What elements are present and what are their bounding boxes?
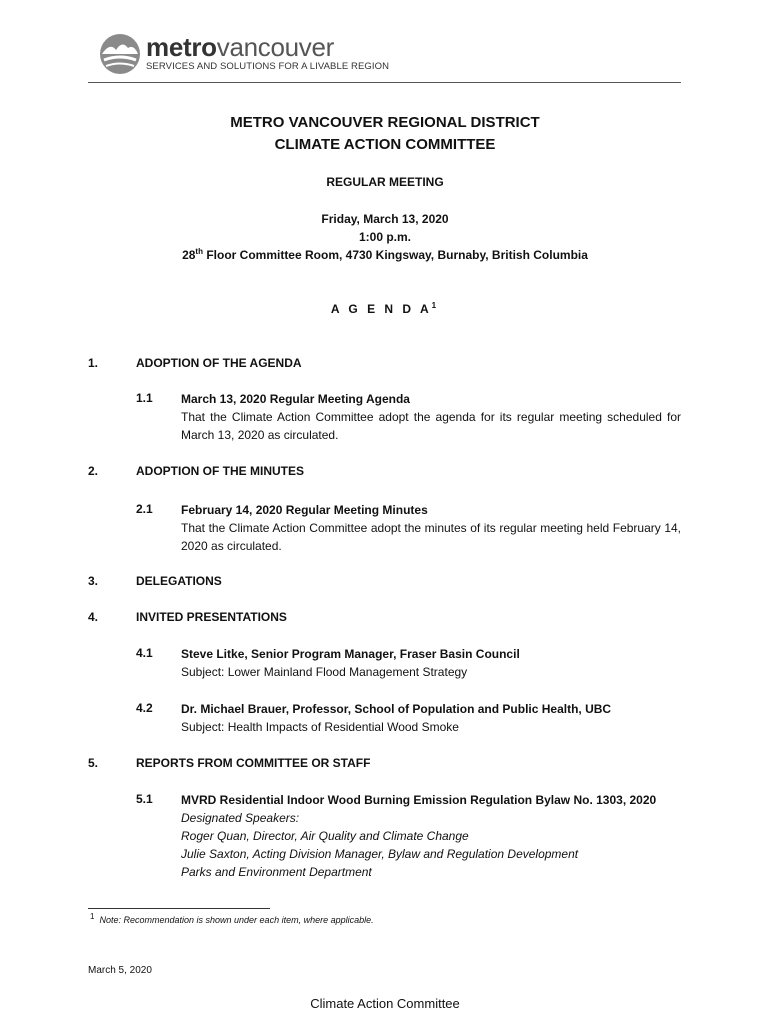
footnote-mark: 1 [90, 912, 95, 921]
title-line-2: CLIMATE ACTION COMMITTEE [274, 136, 496, 153]
agenda-item [181, 501, 681, 555]
document-title [0, 112, 770, 156]
agenda-item [181, 700, 681, 736]
title-line-1: METRO VANCOUVER REGIONAL DISTRICT [230, 114, 540, 131]
footnote [90, 912, 374, 925]
section-number: 2. [88, 464, 99, 478]
item-title: February 14, 2020 Regular Meeting Minutes [181, 503, 428, 517]
agenda-heading: A G E N D $A^1$ [330, 301, 440, 316]
item-number: 4.2 [136, 701, 153, 715]
agenda-item [181, 791, 671, 881]
section-title: INVITED PRESENTATIONS [136, 610, 287, 624]
footnote-divider [88, 908, 270, 909]
section-number: 1. [88, 356, 99, 370]
item-subject: Subject: Health Impacts of Residential Wood Smoke [181, 720, 459, 734]
meeting-location: 28th Floor Committee Room, 4730 Kingsway, Burnaby, British Columbia [182, 247, 588, 262]
section-title: REPORTS FROM COMMITTEE OR STAFF [136, 756, 371, 770]
section-number: 4. [88, 610, 99, 624]
footnote-text: Note: Recommendation is shown under each item, where applicable. [99, 915, 374, 925]
item-title: March 13, 2020 Regular Meeting Agenda [181, 392, 410, 406]
section-title: ADOPTION OF THE AGENDA [136, 356, 302, 370]
meeting-details [0, 210, 770, 264]
item-title: MVRD Residential Indoor Wood Burning Emission Regulation Bylaw No. 1303, 2020 [181, 793, 657, 807]
meeting-time: 1:00 p.m. [358, 230, 412, 244]
designated-speakers-label: Designated Speakers: [181, 811, 300, 825]
speaker-line: Julie Saxton, Acting Division Manager, Bylaw and Regulation Development [181, 847, 579, 861]
section-number: 5. [88, 756, 99, 770]
document-date: March 5, 2020 [88, 965, 152, 976]
page-footer: Climate Action Committee [310, 996, 460, 1011]
item-recommendation: That the Climate Action Committee adopt the agenda for its regular meeting scheduled for March 13, 2020 as circulated. [181, 410, 681, 442]
section-title: DELEGATIONS [136, 574, 222, 588]
speaker-line: Parks and Environment Department [181, 865, 372, 879]
section-number: 3. [88, 574, 99, 588]
logo-tagline: SERVICES AND SOLUTIONS FOR A LIVABLE REGION [146, 61, 390, 72]
speaker-line: Roger Quan, Director, Air Quality and Climate Change [181, 829, 469, 843]
header-divider [88, 82, 681, 83]
meeting-type: REGULAR MEETING [326, 175, 444, 189]
item-number: 2.1 [136, 502, 153, 516]
item-subject: Subject: Lower Mainland Flood Management Strategy [181, 665, 468, 679]
logo-emblem-icon [98, 32, 142, 76]
item-number: 4.1 [136, 646, 153, 660]
agenda-footnote-ref: 1 [431, 301, 440, 310]
logo-wordmark: metrovancouver [146, 32, 335, 62]
meeting-date: Friday, March 13, 2020 [321, 212, 449, 226]
item-title: Steve Litke, Senior Program Manager, Fraser Basin Council [181, 647, 520, 661]
agenda-item [181, 390, 681, 444]
metro-vancouver-logo [98, 30, 388, 78]
item-title: Dr. Michael Brauer, Professor, School of Population and Public Health, UBC [181, 702, 612, 716]
section-title: ADOPTION OF THE MINUTES [136, 464, 304, 478]
item-number: 1.1 [136, 391, 153, 405]
item-recommendation: That the Climate Action Committee adopt the minutes of its regular meeting held February 14, 2020 as circulated. [181, 521, 681, 553]
item-number: 5.1 [136, 792, 153, 806]
agenda-item [181, 645, 681, 681]
